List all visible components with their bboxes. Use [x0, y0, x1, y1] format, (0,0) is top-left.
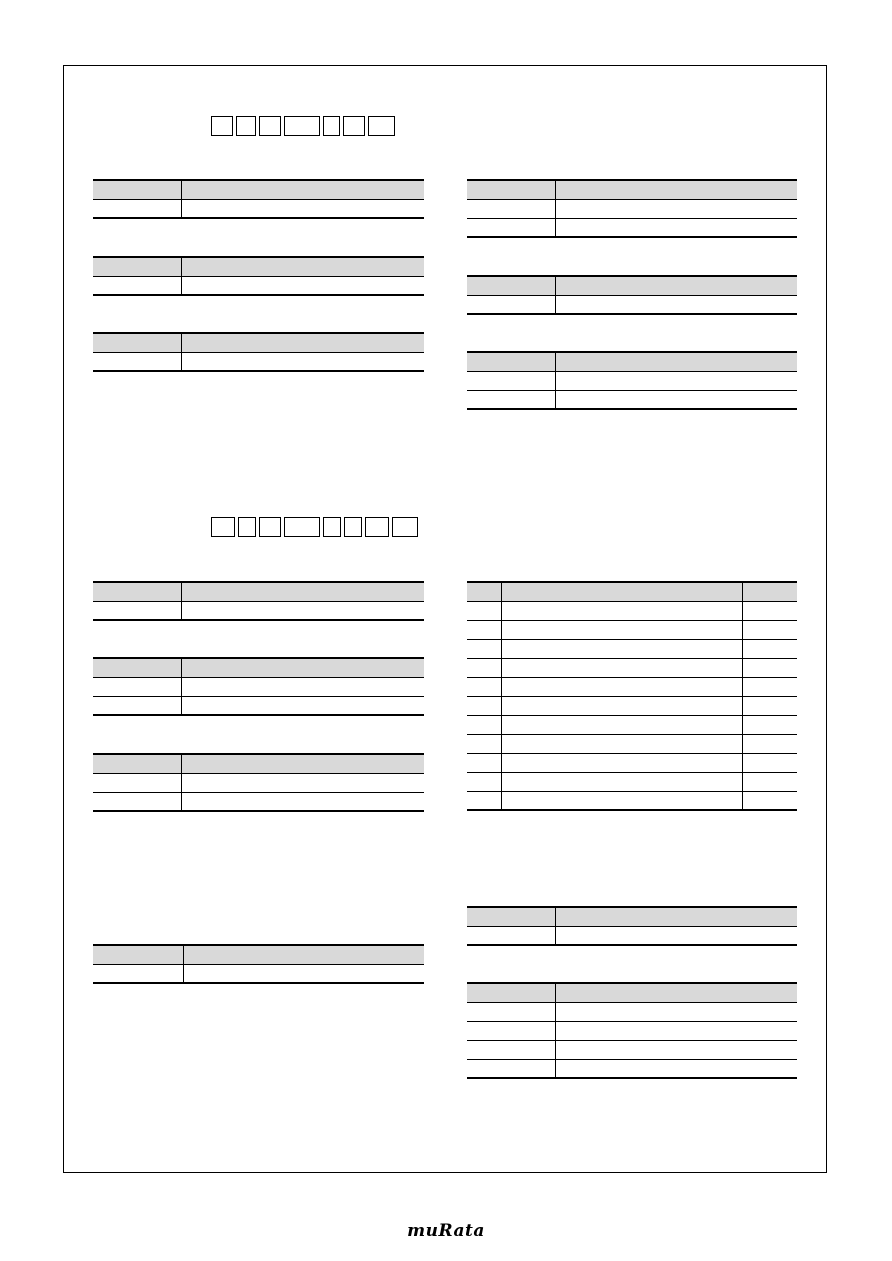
table-row [467, 791, 797, 810]
spec-table [93, 581, 424, 621]
table-header-row [467, 180, 797, 199]
table-header-row [93, 582, 424, 601]
murata-logo: muRata [407, 1221, 485, 1241]
code-box [238, 517, 256, 537]
spec-table [93, 657, 424, 716]
table-row [467, 696, 797, 715]
spec-table [467, 275, 797, 315]
table-row [93, 696, 424, 715]
code-box [343, 116, 365, 136]
table-header-row [467, 582, 797, 601]
table-row [467, 1021, 797, 1040]
table-header-row [467, 983, 797, 1002]
part-number-code-boxes-2 [211, 517, 418, 537]
code-box [259, 116, 281, 136]
table-row [93, 964, 424, 983]
table-header-row [93, 658, 424, 677]
spec-table [93, 256, 424, 296]
table-header-row [93, 333, 424, 352]
table-row [93, 352, 424, 371]
table-row [467, 199, 797, 218]
table-row [467, 390, 797, 409]
table-header-row [93, 257, 424, 276]
table-row [467, 1040, 797, 1059]
table-header-row [467, 352, 797, 371]
table-row [467, 734, 797, 753]
code-box [211, 517, 235, 537]
spec-table [93, 332, 424, 372]
spec-table [93, 179, 424, 219]
code-box [323, 517, 341, 537]
table-row [93, 773, 424, 792]
code-box [392, 517, 418, 537]
code-box [368, 116, 395, 136]
table-row [467, 772, 797, 791]
table-row [467, 1059, 797, 1078]
code-box [344, 517, 362, 537]
table-header-row [467, 276, 797, 295]
table-row [93, 276, 424, 295]
table-row [467, 926, 797, 945]
code-box [284, 116, 320, 136]
table-row [467, 715, 797, 734]
spec-table [467, 179, 797, 238]
table-row [93, 199, 424, 218]
table-header-row [93, 754, 424, 773]
spec-table [467, 906, 797, 946]
table-row [467, 658, 797, 677]
spec-table [93, 944, 424, 984]
code-box [284, 517, 320, 537]
code-box [236, 116, 256, 136]
table-row [467, 620, 797, 639]
table-row [467, 218, 797, 237]
spec-table [467, 982, 797, 1079]
table-row [467, 677, 797, 696]
spec-table [467, 351, 797, 410]
table-row [467, 1002, 797, 1021]
table-row [93, 677, 424, 696]
table-header-row [93, 180, 424, 199]
table-row [467, 371, 797, 390]
table-row [467, 295, 797, 314]
table-row [93, 601, 424, 620]
spec-table [93, 753, 424, 812]
large-spec-table [467, 581, 797, 811]
code-box [323, 116, 340, 136]
code-box [365, 517, 389, 537]
part-number-code-boxes-1 [211, 116, 395, 136]
code-box [259, 517, 281, 537]
table-row [467, 601, 797, 620]
code-box [211, 116, 233, 136]
table-row [467, 753, 797, 772]
table-header-row [93, 945, 424, 964]
table-header-row [467, 907, 797, 926]
table-row [467, 639, 797, 658]
table-row [93, 792, 424, 811]
